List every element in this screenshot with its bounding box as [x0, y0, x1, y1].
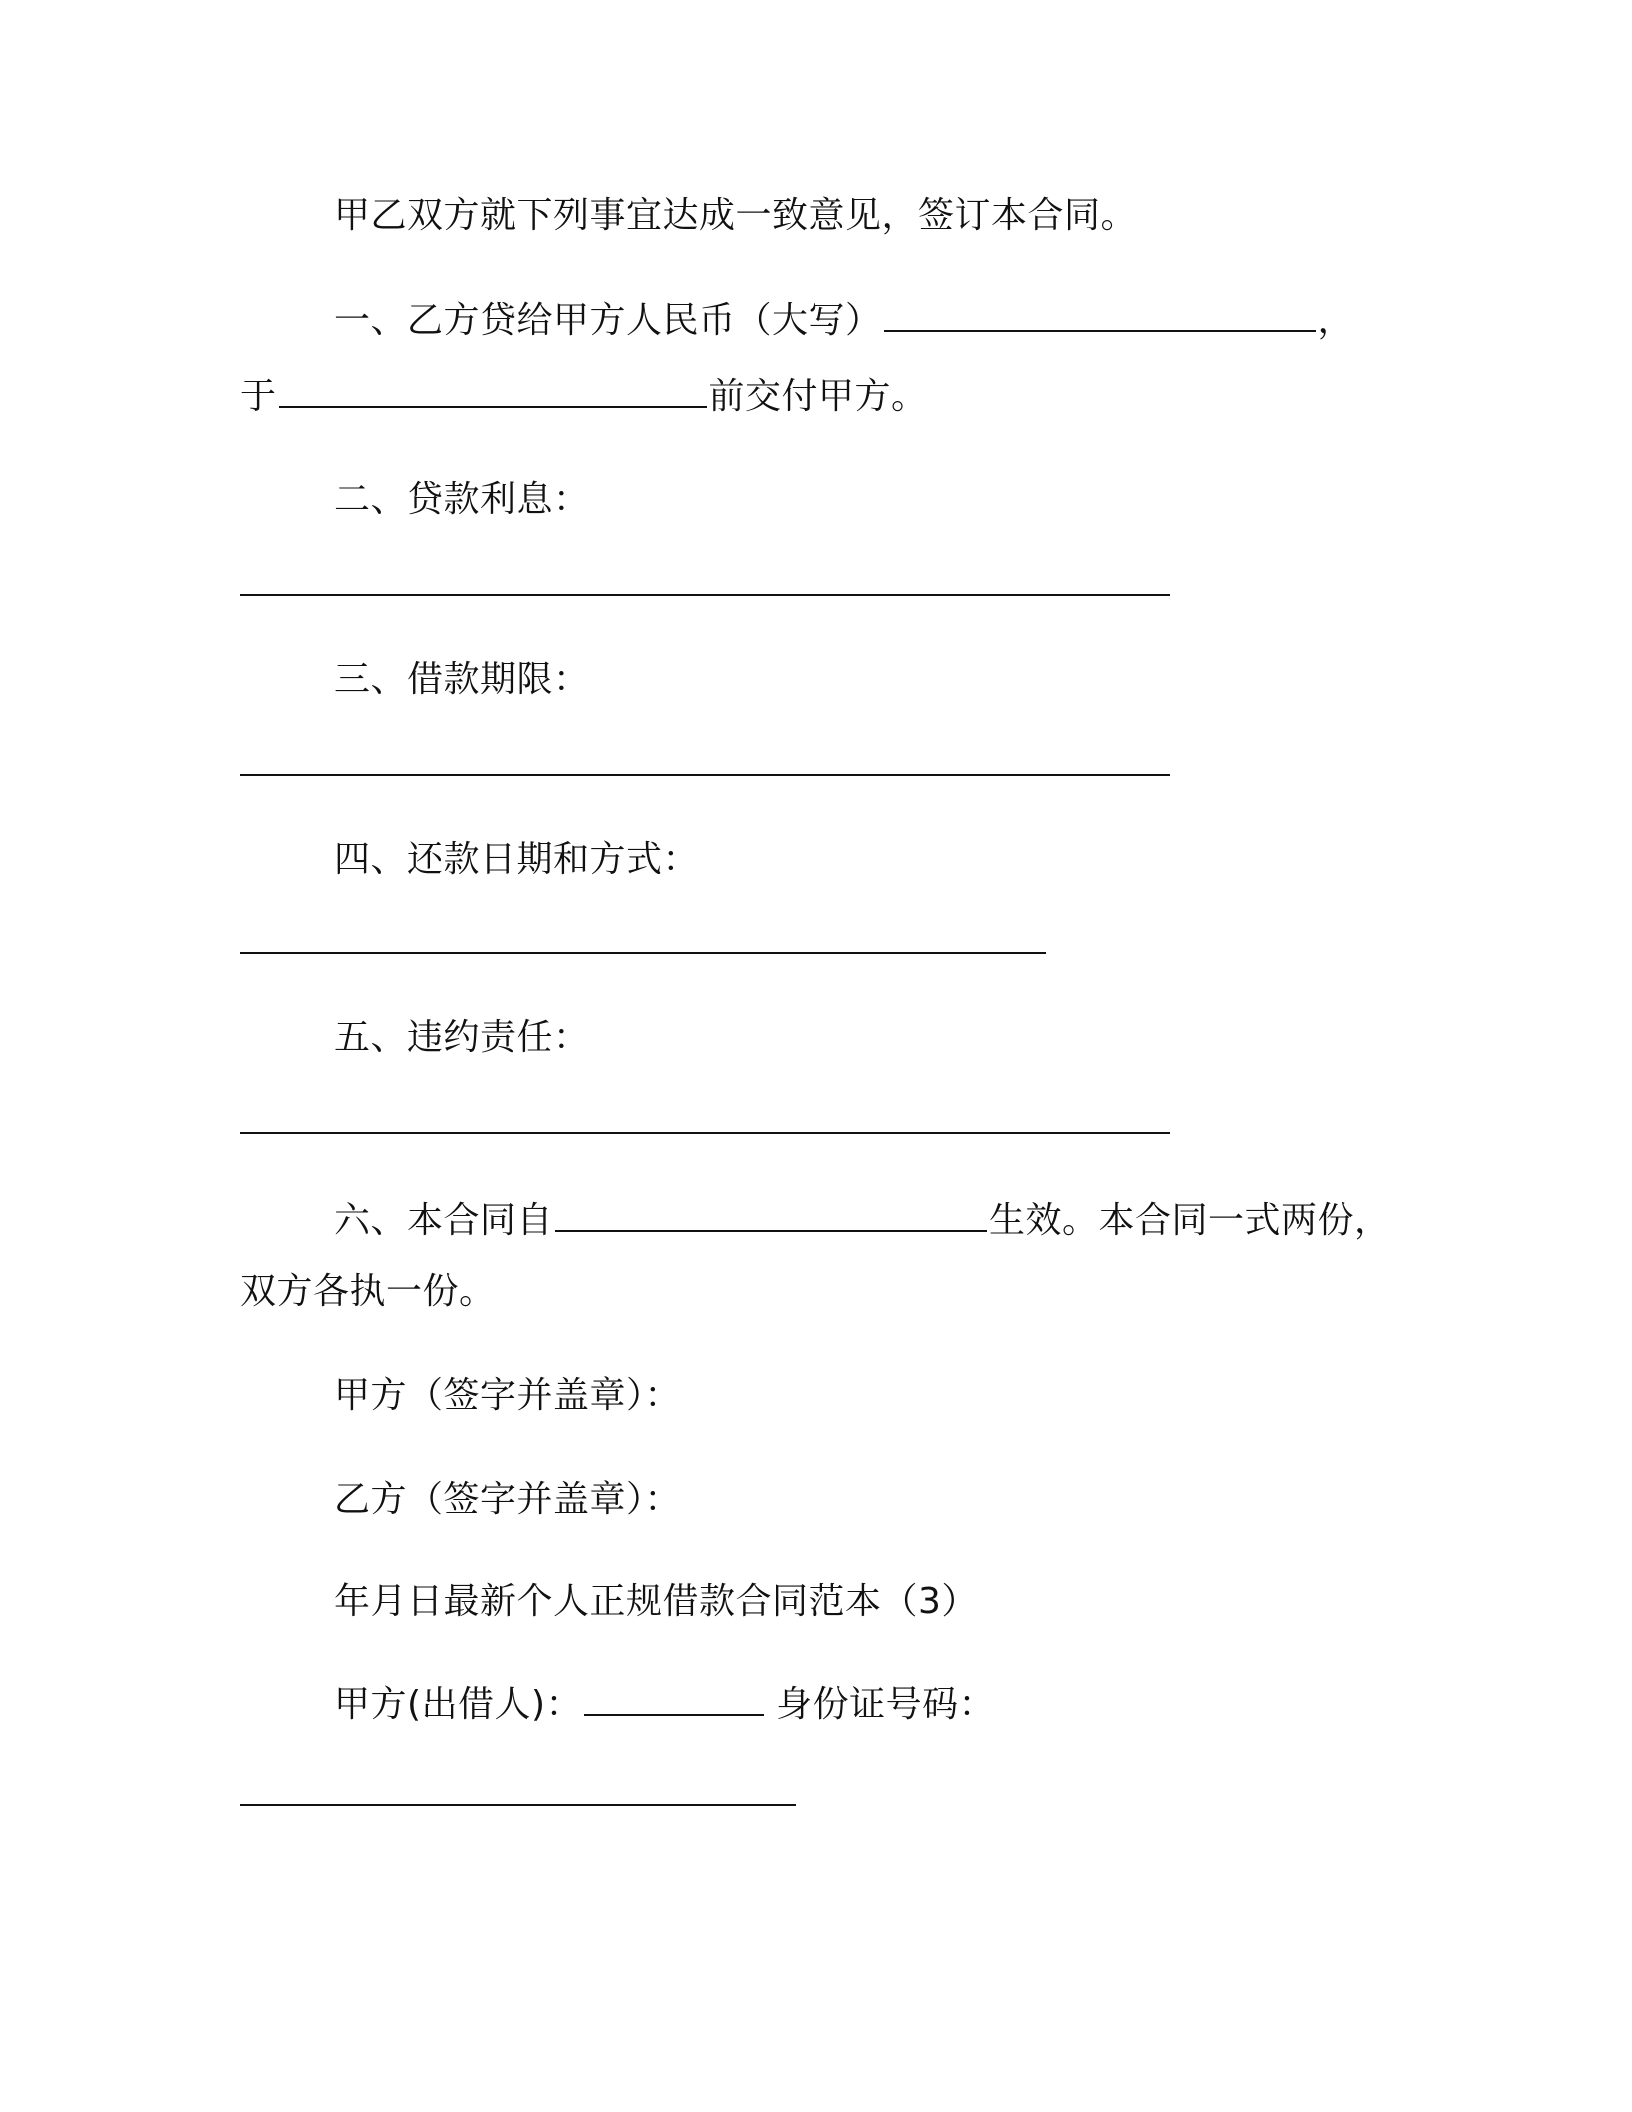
clause-1-suffix: ， [1317, 300, 1355, 341]
clause-1-line-2 [240, 372, 928, 421]
liability-blank[interactable] [240, 1132, 1170, 1134]
intro-text: 甲乙双方就下列事宜达成一致意见，签订本合同。 [334, 195, 1138, 236]
effective-date-blank[interactable] [555, 1196, 987, 1232]
id-number-label: 身份证号码： [776, 1684, 996, 1725]
amount-blank[interactable] [884, 296, 1316, 332]
clause-2: 二、贷款利息： [334, 479, 590, 520]
clause-3: 三、借款期限： [334, 659, 590, 700]
repayment-blank[interactable] [240, 952, 1046, 954]
term-blank[interactable] [240, 774, 1170, 776]
clause-1-prefix: 一、乙方贷给甲方人民币（大写） [334, 300, 882, 341]
clause-1-line2-prefix: 于 [240, 376, 277, 417]
party-a-signature: 甲方（签字并盖章）： [334, 1375, 682, 1416]
next-contract-title: 年月日最新个人正规借款合同范本（3） [334, 1581, 978, 1622]
clause-1 [334, 296, 1354, 345]
lender-name-blank[interactable] [584, 1680, 764, 1716]
clause-4: 四、还款日期和方式： [334, 839, 700, 880]
id-number-blank[interactable] [240, 1804, 796, 1806]
clause-5: 五、违约责任： [334, 1017, 590, 1058]
lender-line [334, 1680, 995, 1729]
clause-6 [334, 1196, 1391, 1245]
delivery-date-blank[interactable] [279, 372, 707, 408]
clause-1-line2-suffix: 前交付甲方。 [708, 376, 928, 417]
lender-label: 甲方(出借人)： [334, 1684, 583, 1725]
clause-6-suffix: 生效。本合同一式两份， [989, 1200, 1391, 1241]
clause-6-prefix: 六、本合同自 [334, 1200, 554, 1241]
clause-6-line-2: 双方各执一份。 [240, 1271, 496, 1312]
party-b-signature: 乙方（签字并盖章）： [334, 1479, 682, 1520]
interest-blank[interactable] [240, 594, 1170, 596]
